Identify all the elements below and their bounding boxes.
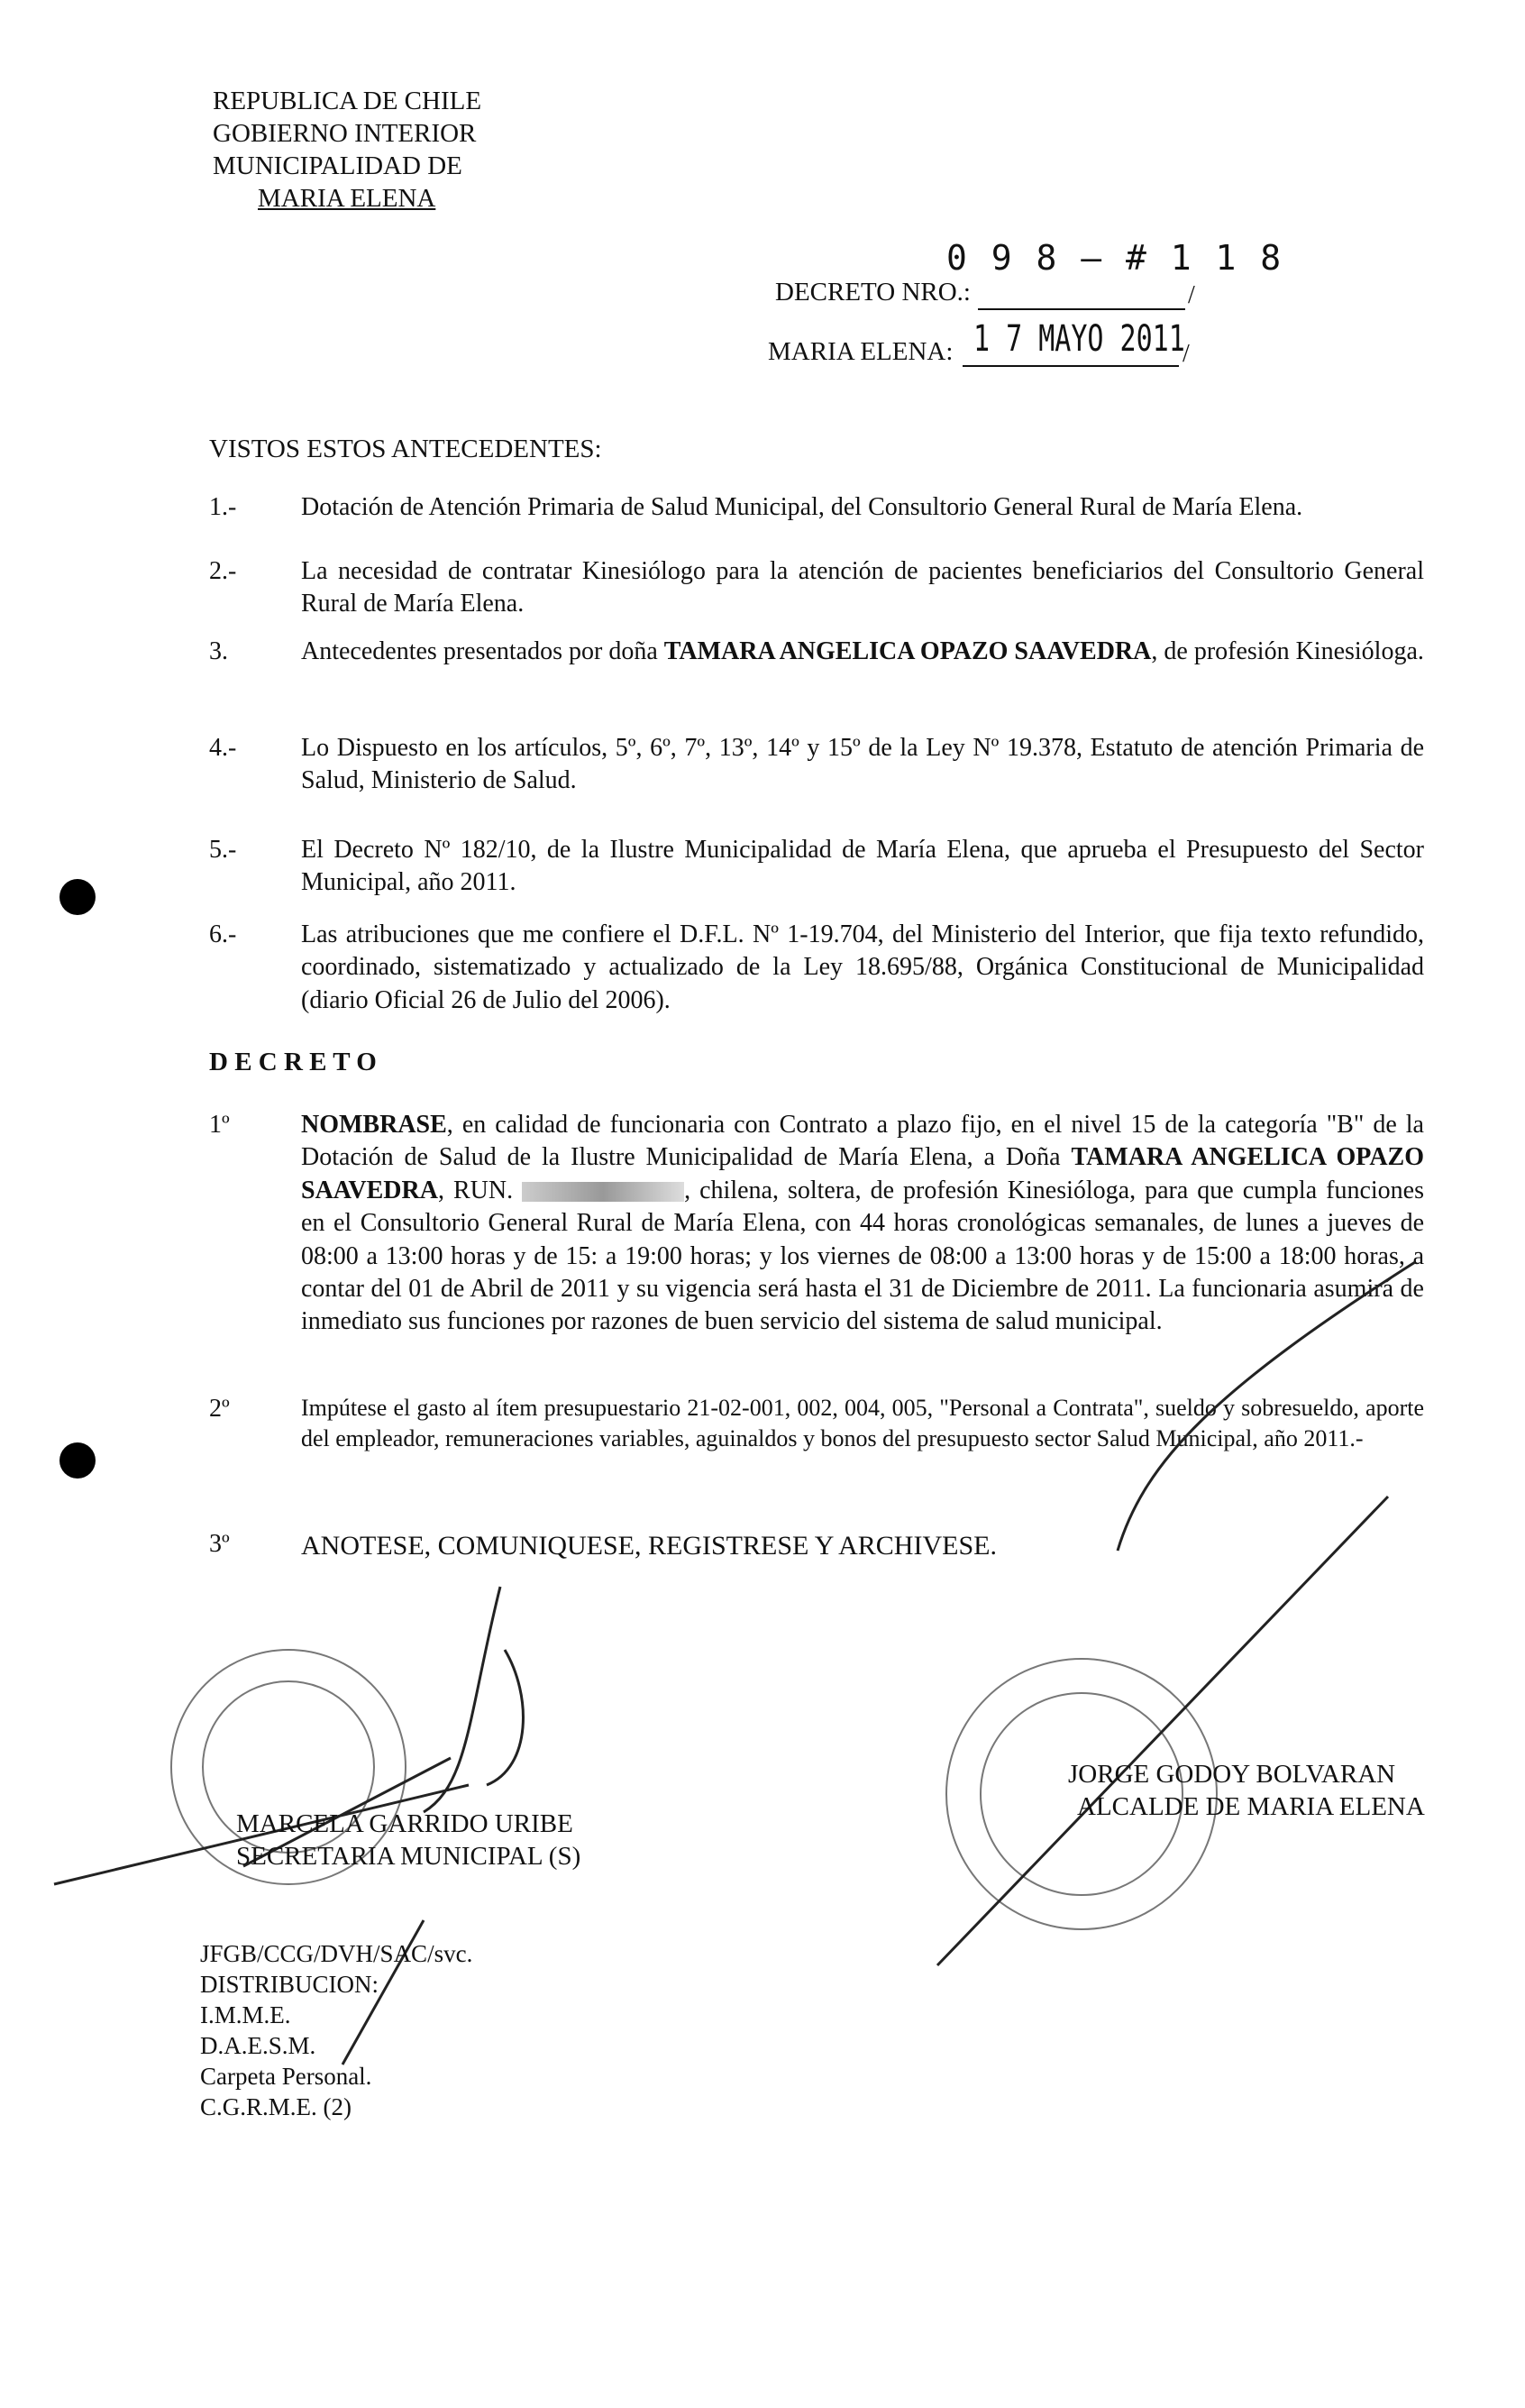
item-text: La necesidad de contratar Kinesiólogo para la atención de pacientes beneficiarios del Consultorio General Rural de María Elena. xyxy=(301,557,1424,618)
reference-initials: JFGB/CCG/DVH/SAC/svc. xyxy=(200,1940,473,1967)
distribution-item: D.A.E.S.M. xyxy=(200,2032,316,2059)
item-number: 5.- xyxy=(209,836,237,864)
person-name: TAMARA ANGELICA OPAZO SAAVEDRA xyxy=(663,637,1152,665)
signature-right xyxy=(937,1262,1415,1965)
signer-name: MARCELA GARRIDO URIBE xyxy=(236,1809,573,1838)
letterhead-line: REPUBLICA DE CHILE xyxy=(213,87,482,115)
signature-left-block xyxy=(236,1808,580,1872)
letterhead-line: MARIA ELENA xyxy=(258,184,436,213)
person-name: TAMARA ANGELICA OPAZO SAAVEDRA xyxy=(301,1143,1424,1204)
item-text: ANOTESE, COMUNIQUESE, REGISTRESE Y ARCHIVESE. xyxy=(301,1531,997,1561)
item-number: 3. xyxy=(209,637,228,665)
item-number: 3º xyxy=(209,1530,230,1558)
item-number: 6.- xyxy=(209,920,237,948)
distribution-item: I.M.M.E. xyxy=(200,2001,291,2028)
text: , RUN. xyxy=(437,1176,523,1204)
text: , de profesión Kinesióloga. xyxy=(1151,637,1424,665)
item-text: Dotación de Atención Primaria de Salud Municipal, del Consultorio General Rural de María Elena. xyxy=(301,493,1303,521)
letterhead-line: MUNICIPALIDAD DE xyxy=(213,151,462,180)
item-number: 1º xyxy=(209,1111,230,1139)
item-text: Impútese el gasto al ítem presupuestario 21-02-001, 002, 004, 005, "Personal a Contrata", sueldo y sobresueldo, aporte del empleador, remuneraciones variables, aguinaldos y bonos del presupuesto sector Salud Municipal, año 2011.- xyxy=(301,1395,1424,1451)
item-number: 1.- xyxy=(209,493,237,521)
date-stamp: 1 7 MAYO 2011 xyxy=(973,318,1185,360)
slash: / xyxy=(1183,340,1190,368)
item-text: Las atribuciones que me confiere el D.F.L. Nº 1-19.704, del Ministerio del Interior, que fija texto refundido, coordinado, sistematizado y actualizado de la Ley 18.695/88, Orgánica Constitucional de Municipalidad (diario Oficial 26 de Julio del 2006). xyxy=(301,920,1424,1014)
item-text: El Decreto Nº 182/10, de la Ilustre Municipalidad de María Elena, que aprueba el Presupuesto del Sector Municipal, año 2011. xyxy=(301,836,1424,897)
text: , en calidad de funcionaria con Contrato a plazo fijo, en el nivel 15 de la categoría "B" de la Dotación de Salud de la Ilustre Municipalidad de María Elena, a Doña xyxy=(301,1111,1424,1172)
item-number: 2.- xyxy=(209,557,237,585)
decreto-title: D E C R E T O xyxy=(209,1048,377,1076)
signer-title: SECRETARIA MUNICIPAL (S) xyxy=(236,1842,581,1871)
keyword: NOMBRASE xyxy=(301,1111,447,1139)
signer-name: JORGE GODOY BOLVARAN xyxy=(1068,1760,1396,1789)
date-label: MARIA ELENA: xyxy=(768,337,954,366)
text: , chilena, soltera, de profesión Kinesióloga, para que cumpla funciones en el Consultorio General Rural de María Elena, con 44 horas cronológicas semanales, de lunes a jueves de 08:00 a 13:00 horas y de 15: a 19:00 horas; y los viernes de 08:00 a 13:00 horas y de 15:00 a 18:00 horas, a contar del 01 de Abril de 2011 y su vigencia será hasta el 31 de Diciembre de 2011. La funcionaria asumirá de inmediato sus funciones por razones de buen servicio del sistema de salud municipal. xyxy=(301,1176,1425,1336)
slash: / xyxy=(1188,281,1195,309)
distribution-item: C.G.R.M.E. (2) xyxy=(200,2093,352,2120)
signature-right-block xyxy=(1068,1758,1425,1823)
decree-number-stamp: 0 9 8 — # 1 1 8 xyxy=(946,238,1283,278)
item-text: Lo Dispuesto en los artículos, 5º, 6º, 7º, 13º, 14º y 15º de la Ley Nº 19.378, Estatuto de atención Primaria de Salud, Ministerio de Salud. xyxy=(301,734,1424,795)
distribution-title: DISTRIBUCION: xyxy=(200,1971,379,1998)
decree-number-label: DECRETO NRO.: xyxy=(775,278,971,307)
text: Antecedentes presentados por doña xyxy=(301,637,664,665)
distribution-block xyxy=(200,1938,472,2122)
signer-title: ALCALDE DE MARIA ELENA xyxy=(1077,1792,1425,1821)
distribution-item: Carpeta Personal. xyxy=(200,2063,372,2090)
item-number: 2º xyxy=(209,1395,230,1423)
letterhead-line: GOBIERNO INTERIOR xyxy=(213,119,477,148)
vistos-title: VISTOS ESTOS ANTECEDENTES: xyxy=(209,435,602,463)
item-number: 4.- xyxy=(209,734,237,762)
